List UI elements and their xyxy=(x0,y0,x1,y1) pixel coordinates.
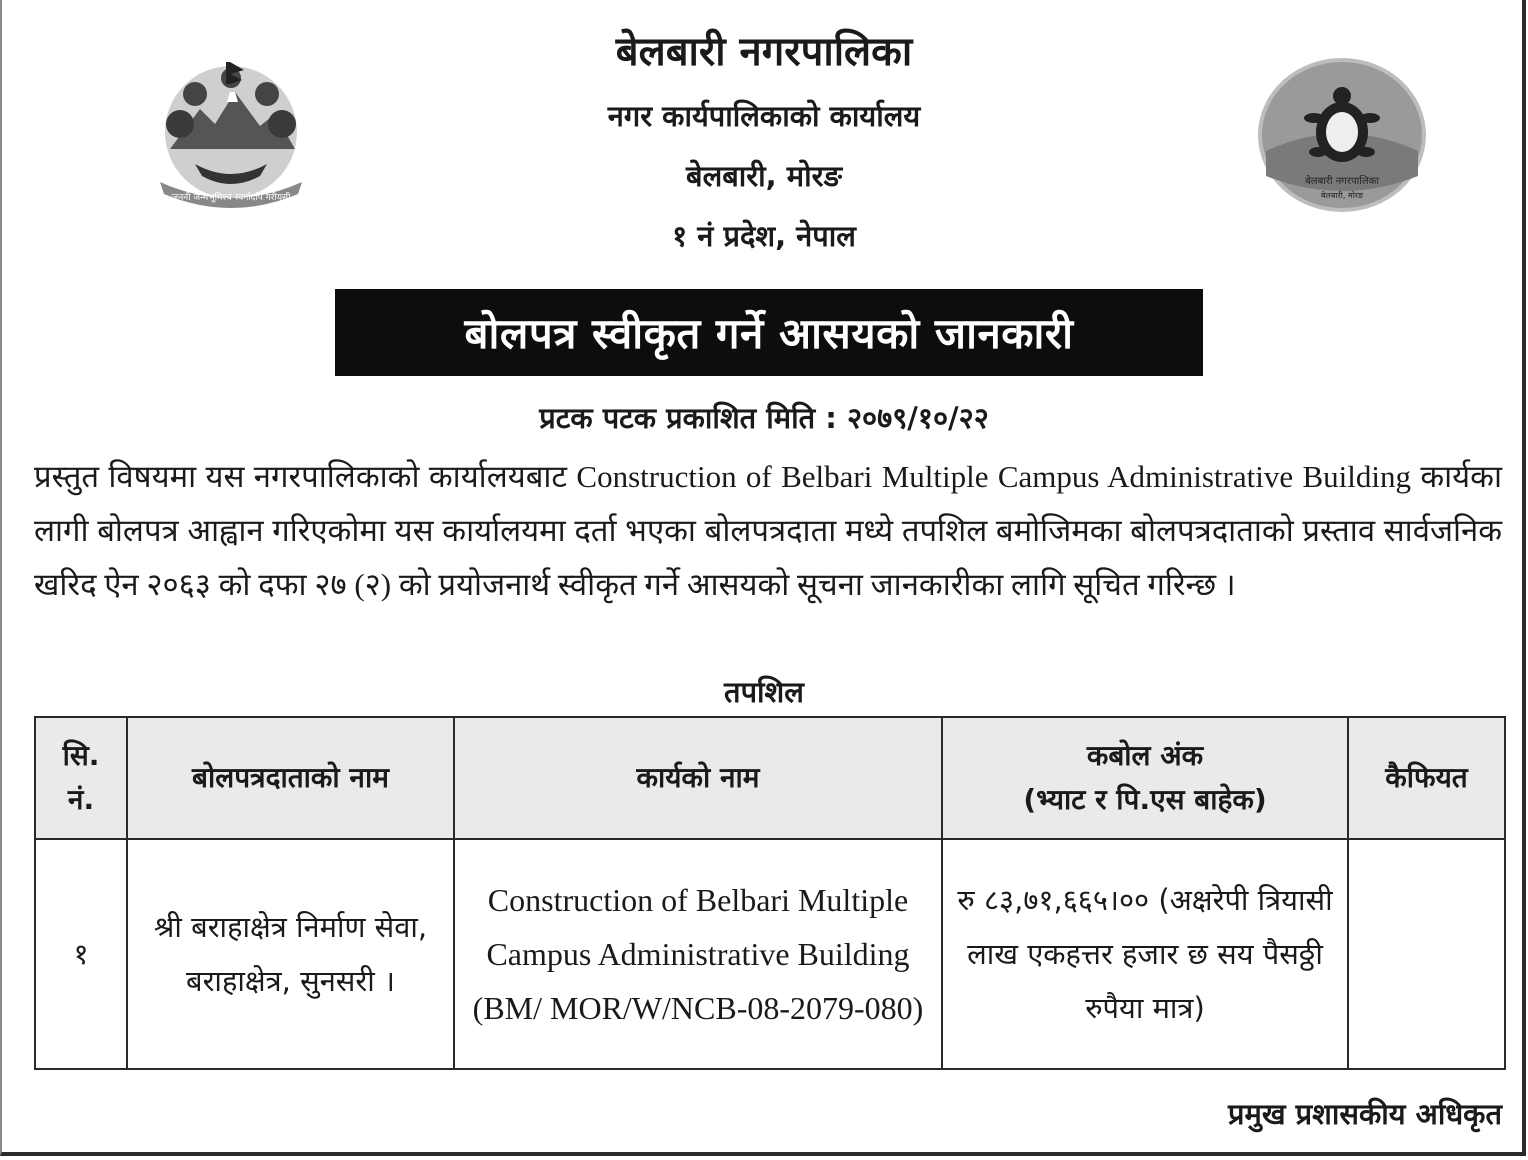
header-amount-line1: कबोल अंक xyxy=(1086,739,1204,772)
cell-remarks xyxy=(1348,839,1505,1069)
header-remarks: कैफियत xyxy=(1348,717,1505,839)
header-amount-line2: (भ्याट र पि.एस बाहेक) xyxy=(1023,783,1267,816)
header-work-name: कार्यको नाम xyxy=(454,717,942,839)
cell-work-name: Construction of Belbari Multiple Campus Administrative Building (BM/ MOR/W/NCB-08-2079-080) xyxy=(454,839,942,1069)
seal-text: बेलबारी नगरपालिका xyxy=(1305,176,1379,187)
cell-bidder-name: श्री बराहाक्षेत्र निर्माण सेवा, बराहाक्षेत्र, सुनसरी । xyxy=(127,839,454,1069)
notice-body-paragraph: प्रस्तुत विषयमा यस नगरपालिकाको कार्यालयबाट Construction of Belbari Multiple Campus Administrative Building कार्यका लागी बोलपत्र आह्वान गरिएकोमा यस कार्यालयमा दर्ता भएका बोलपत्रदाता मध्ये तपशिल बमोजिमका बोलपत्रदाताको प्रस्ताव सार्वजनिक खरिद ऐन २०६३ को दफा २७ (२) को प्रयोजनार्थ स्वीकृत गर्ने आसयको सूचना जानकारीका लागि सूचित गरिन्छ । xyxy=(34,459,1502,602)
cell-serial-number: १ xyxy=(35,839,127,1069)
bid-details-table xyxy=(34,716,1506,1070)
header-sn-line2: नं. xyxy=(67,783,95,816)
seal-subtext: बेलबारी, मोरङ xyxy=(1320,191,1364,200)
office-name: नगर कार्यपालिकाको कार्यालय xyxy=(607,99,921,133)
org-name: बेलबारी नगरपालिका xyxy=(615,29,913,75)
publication-date: प्रटक पटक प्रकाशित मिति : २०७९/१०/२२ xyxy=(539,401,989,435)
cell-bid-amount: रु ८३,७१,६६५।०० (अक्षरेपी त्रियासी लाख एकहत्तर हजार छ सय पैसठ्ठी रुपैया मात्र) xyxy=(942,839,1348,1069)
header-bid-amount xyxy=(942,717,1348,839)
notice-title: बोलपत्र स्वीकृत गर्ने आसयको जानकारी xyxy=(464,309,1074,358)
table-caption: तपशिल xyxy=(724,675,804,709)
signatory-title: प्रमुख प्रशासकीय अधिकृत xyxy=(1227,1097,1502,1131)
table-row xyxy=(35,839,1505,1069)
notice-title-banner xyxy=(335,289,1203,376)
province-line: १ नं प्रदेश, नेपाल xyxy=(672,219,856,253)
table-header-row xyxy=(35,717,1505,839)
motto-ribbon: जननी जन्मभूमिश्च स्वर्गादपि गरीयसी xyxy=(171,193,291,203)
office-location: बेलबारी, मोरङ xyxy=(686,159,842,193)
header-sn-line1: सि. xyxy=(62,739,100,772)
header-serial-number xyxy=(35,717,127,839)
header-bidder-name: बोलपत्रदाताको नाम xyxy=(127,717,454,839)
